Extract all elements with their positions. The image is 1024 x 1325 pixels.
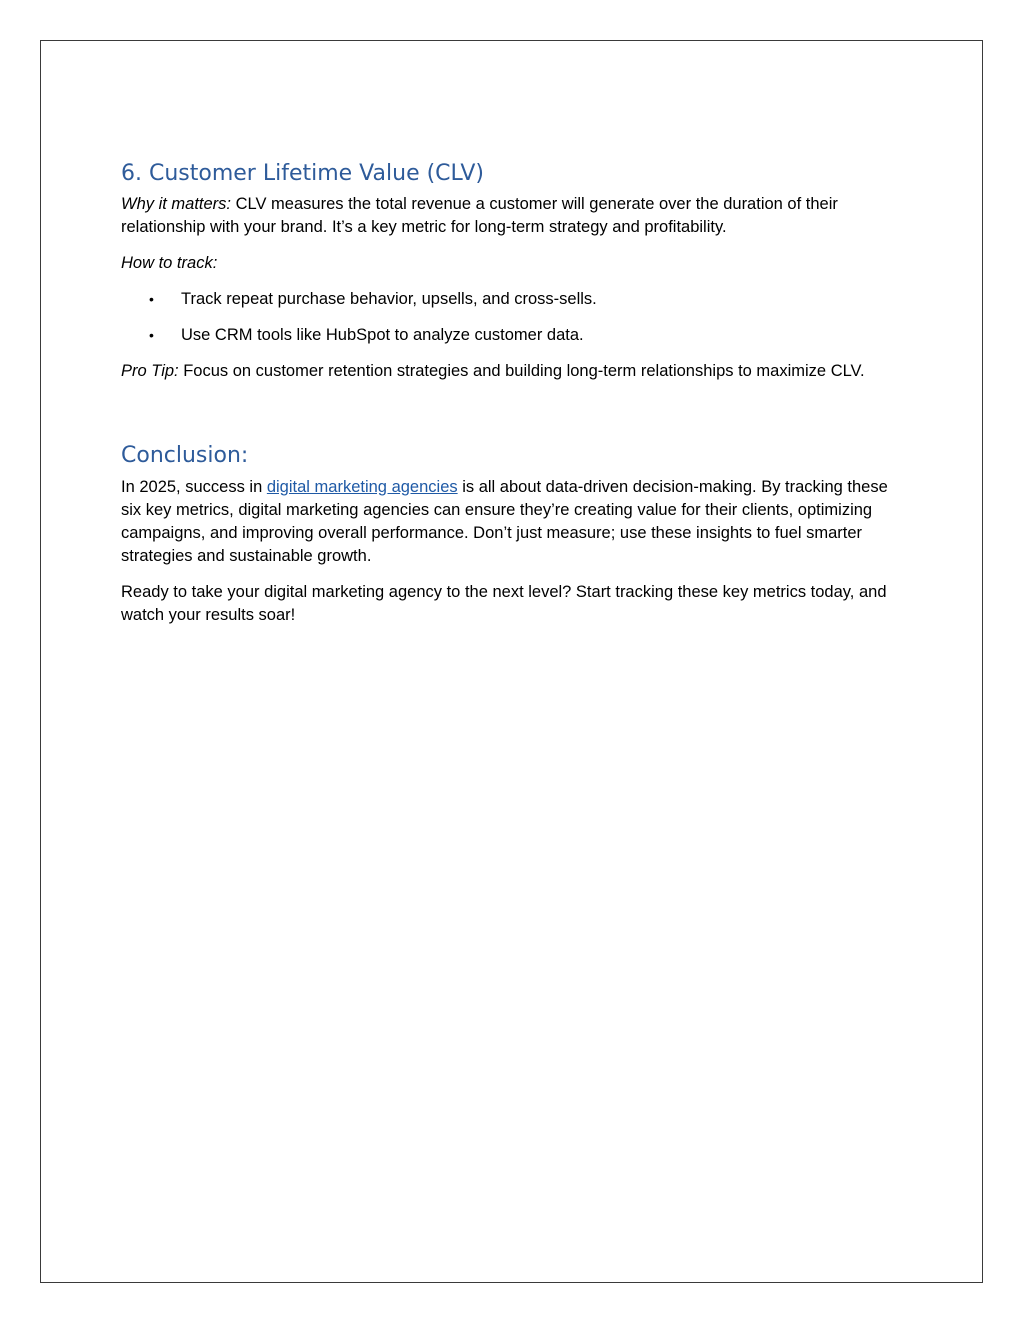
- conclusion-paragraph-1: [121, 476, 911, 568]
- bullet-icon: •: [149, 291, 154, 308]
- list-item: [121, 324, 911, 347]
- conclusion-text-after-link: is all about data-driven decision-making. By tracking these six key metrics, digital marketing agencies can ensure they’re creating value for their clients, optimizing campaigns, and improving overall performance. Don’t just measure; use these insights to fuel smarter strategies and sustainable growth.: [121, 477, 888, 565]
- why-it-matters-label: Why it matters:: [121, 195, 232, 214]
- tracking-list: [121, 288, 911, 347]
- how-to-track-label: How to track:: [121, 254, 218, 273]
- conclusion-text-before-link: In 2025, success in: [121, 477, 267, 496]
- list-item: [121, 288, 911, 311]
- list-item-text: Use CRM tools like HubSpot to analyze customer data.: [181, 326, 584, 345]
- conclusion-paragraph-2: Ready to take your digital marketing agency to the next level? Start tracking these key metrics today, and watch your results soar!: [121, 582, 887, 624]
- page-content: [121, 161, 911, 627]
- digital-marketing-agencies-link[interactable]: digital marketing agencies: [266, 477, 458, 496]
- pro-tip-label: Pro Tip:: [121, 362, 179, 381]
- pro-tip-text: Focus on customer retention strategies and building long-term relationships to maximize CLV.: [178, 362, 865, 381]
- section-heading-clv: 6. Customer Lifetime Value (CLV): [121, 161, 485, 186]
- why-it-matters-paragraph: [121, 193, 911, 239]
- why-it-matters-text: CLV measures the total revenue a customer will generate over the duration of their relationship with your brand. It’s a key metric for long-term strategy and profitability.: [121, 195, 838, 237]
- bullet-icon: •: [149, 327, 154, 344]
- pro-tip-paragraph: [121, 360, 911, 383]
- how-to-track-paragraph: [121, 252, 911, 275]
- conclusion-heading: Conclusion:: [121, 443, 249, 469]
- list-item-text: Track repeat purchase behavior, upsells, and cross-sells.: [181, 290, 597, 309]
- document-page: [40, 40, 983, 1283]
